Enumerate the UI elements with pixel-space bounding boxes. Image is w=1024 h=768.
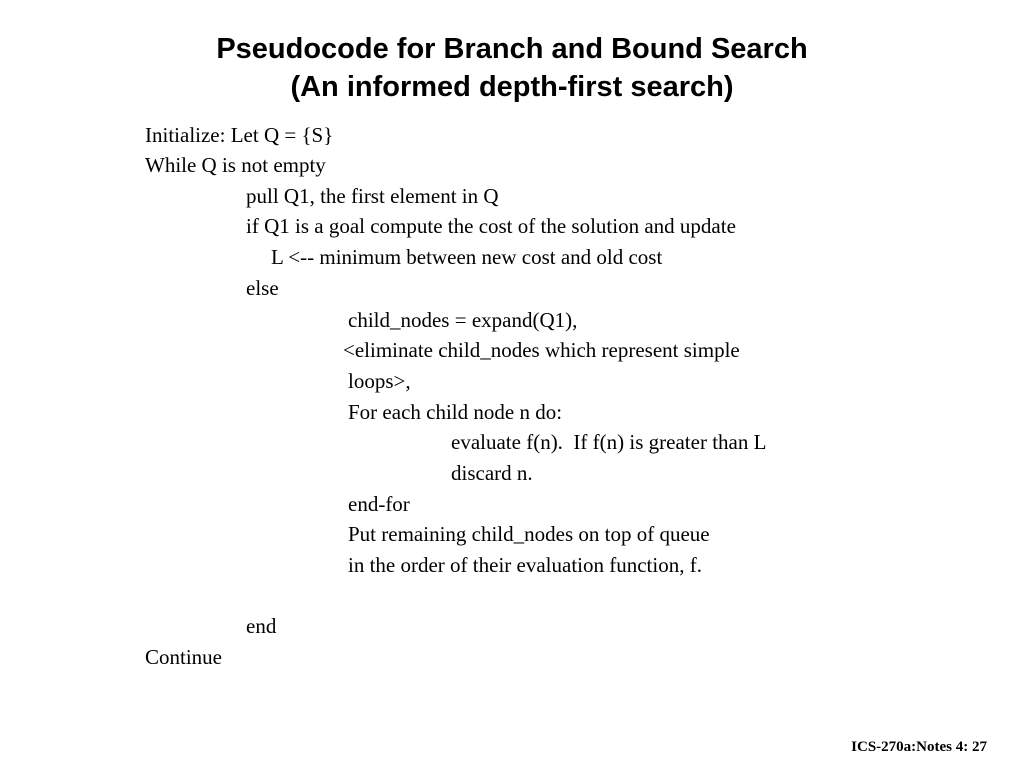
title-line-2: (An informed depth-first search)	[290, 71, 734, 103]
code-line: While Q is not empty	[145, 153, 326, 177]
code-line: discard n.	[451, 461, 533, 485]
code-line: evaluate f(n). If f(n) is greater than L	[451, 430, 767, 454]
code-line: if Q1 is a goal compute the cost of the solution and update	[246, 214, 736, 238]
code-line: Continue	[145, 645, 222, 669]
code-line: loops>,	[348, 369, 411, 393]
code-line: Put remaining child_nodes on top of queue	[348, 522, 710, 546]
code-line: Initialize: Let Q = {S}	[145, 123, 334, 147]
code-line: else	[246, 276, 279, 300]
code-line: end	[246, 614, 277, 638]
code-line: <eliminate child_nodes which represent simple	[343, 338, 740, 362]
code-line: L <-- minimum between new cost and old cost	[271, 245, 663, 269]
title-line-1: Pseudocode for Branch and Bound Search	[216, 33, 808, 65]
code-line: pull Q1, the first element in Q	[246, 184, 499, 208]
code-line: For each child node n do:	[348, 400, 563, 424]
code-line: end-for	[348, 492, 410, 516]
slide-footer: ICS-270a:Notes 4: 27	[851, 739, 987, 755]
code-line: in the order of their evaluation function, f.	[348, 553, 702, 577]
code-line: child_nodes = expand(Q1),	[348, 308, 578, 332]
